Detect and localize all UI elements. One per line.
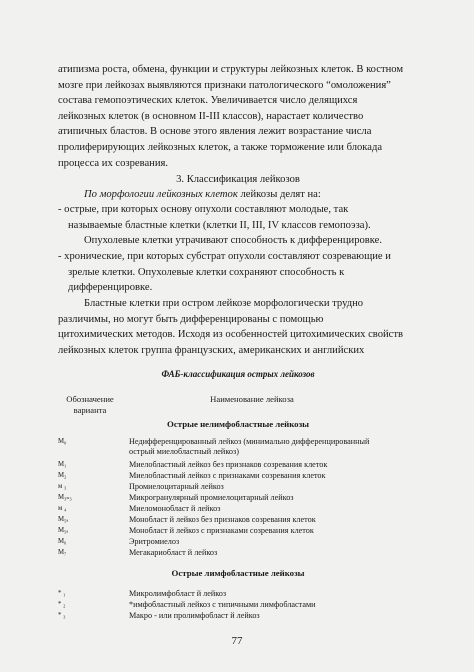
variant-code: * ₃	[58, 612, 66, 619]
variant-code: м ₃	[58, 483, 67, 490]
leukemia-name: Микрогранулярный промиелоцитарный лейкоз	[129, 493, 294, 502]
table-section-title: Острые лимфобластные лейкозы	[171, 568, 305, 578]
text-line: мозге при лейкозах выявляются признаки патологического “омоложения”	[58, 79, 391, 91]
variant-code: м ₄	[58, 505, 67, 512]
variant-code: M₂	[58, 472, 67, 479]
text-line: процесса их созревания.	[58, 157, 169, 169]
text-line: цитохимических методов. Исходя из особенностей цитохимических свойств	[58, 329, 403, 341]
acute-item	[58, 202, 418, 249]
table-title: ФАБ-классификация острых лейкозов	[161, 369, 315, 379]
variant-code: M₆	[58, 538, 67, 545]
table-section-title: Острые нелимфобластные лейкозы	[167, 419, 309, 429]
leukemia-name: *имфобластный лейкоз с типичными лимфобластами	[129, 600, 316, 609]
text-line: лейкозных клеток группа французских, американских и английских	[58, 344, 365, 356]
section-heading: 3. Классификация лейкозов	[176, 174, 300, 185]
text-line: атипичных бластов. В основе этого явления лежит возрастание числа	[58, 126, 372, 138]
variant-code: * ₂	[58, 601, 66, 608]
text-line: различимы, но могут быть дифференцированы с помощью	[58, 313, 324, 325]
leukemia-name: Мегакариобласт й лейкоз	[129, 548, 218, 557]
text-line: называемые бластные клетки (клетки II, III, IV классов гемопоэза).	[68, 219, 371, 231]
text-line: - острые, при которых основу опухоли составляют молодые, так	[58, 204, 349, 215]
text-line: пролиферирующих лейкозных клеток, а также торможение или блокада	[58, 141, 383, 153]
leukemia-name: Миелобластный лейкоз с признаками созревания клеток	[129, 471, 326, 480]
morphology-sentence	[58, 187, 418, 203]
variant-code: M₅ₐ	[58, 527, 69, 534]
text-line: зрелые клетки. Опухолевые клетки сохраняют способность к	[68, 266, 345, 278]
page-number: 77	[231, 635, 243, 647]
column-header-variant: Обозначение варианта	[66, 394, 114, 415]
leukemia-name: Эритромиелоз	[129, 537, 180, 546]
text-line: Опухолевые клетки утрачивают способность к дифференцировке.	[84, 235, 383, 247]
leukemia-name: Микролимфобласт й лейкоз	[129, 589, 227, 598]
leukemia-name: Миеломонобласт й лейкоз	[129, 504, 221, 513]
text-line: атипизма роста, обмена, функции и структуры лейкозных клеток. В костном	[58, 64, 404, 75]
intro-paragraph	[58, 62, 418, 171]
text-line: Бластные клетки при остром лейкозе морфологически трудно	[84, 298, 364, 309]
leukemia-name: Промиелоцитарный лейкоз	[129, 482, 224, 491]
text-line: - хронические, при которых субстрат опухоли составляют созревающие и	[58, 251, 391, 262]
leukemia-name: Монобласт й лейкоз с признаками созревания клеток	[129, 526, 314, 535]
variant-code: M₀	[58, 438, 67, 445]
variant-code: M₃ₙ₃	[58, 494, 72, 501]
variant-code: M₅ₐ	[58, 516, 69, 523]
leukemia-name: Недифференцированный лейкоз (минимально дифференцированный острый миелобластный лейкоз)	[129, 437, 370, 456]
chronic-item	[58, 249, 418, 296]
leukemia-name: Монобласт й лейкоз без признаков созревания клеток	[129, 515, 316, 524]
text-line: лейкозных клеток (в основном II-III классов), нарастает количество	[58, 110, 364, 122]
morphology-italic: По морфологии лейкозных клеток	[84, 189, 238, 200]
variant-code: * ₁	[58, 590, 66, 597]
variant-code: M₇	[58, 549, 67, 556]
text-line: состава гемопоэтических клеток. Увеличивается число делящихся	[58, 95, 358, 107]
variant-code: M₁	[58, 461, 67, 468]
text-line: дифференцировке.	[68, 282, 153, 294]
leukemia-name: Миелобластный лейкоз без признаков созревания клеток	[129, 460, 328, 469]
leukemia-name: Макро - или пролимфобласт й лейкоз	[129, 611, 260, 620]
morphology-rest: лейкозы делят на:	[237, 189, 321, 200]
blast-paragraph	[58, 296, 418, 358]
column-header-name: Наименование лейкоза	[210, 394, 294, 404]
